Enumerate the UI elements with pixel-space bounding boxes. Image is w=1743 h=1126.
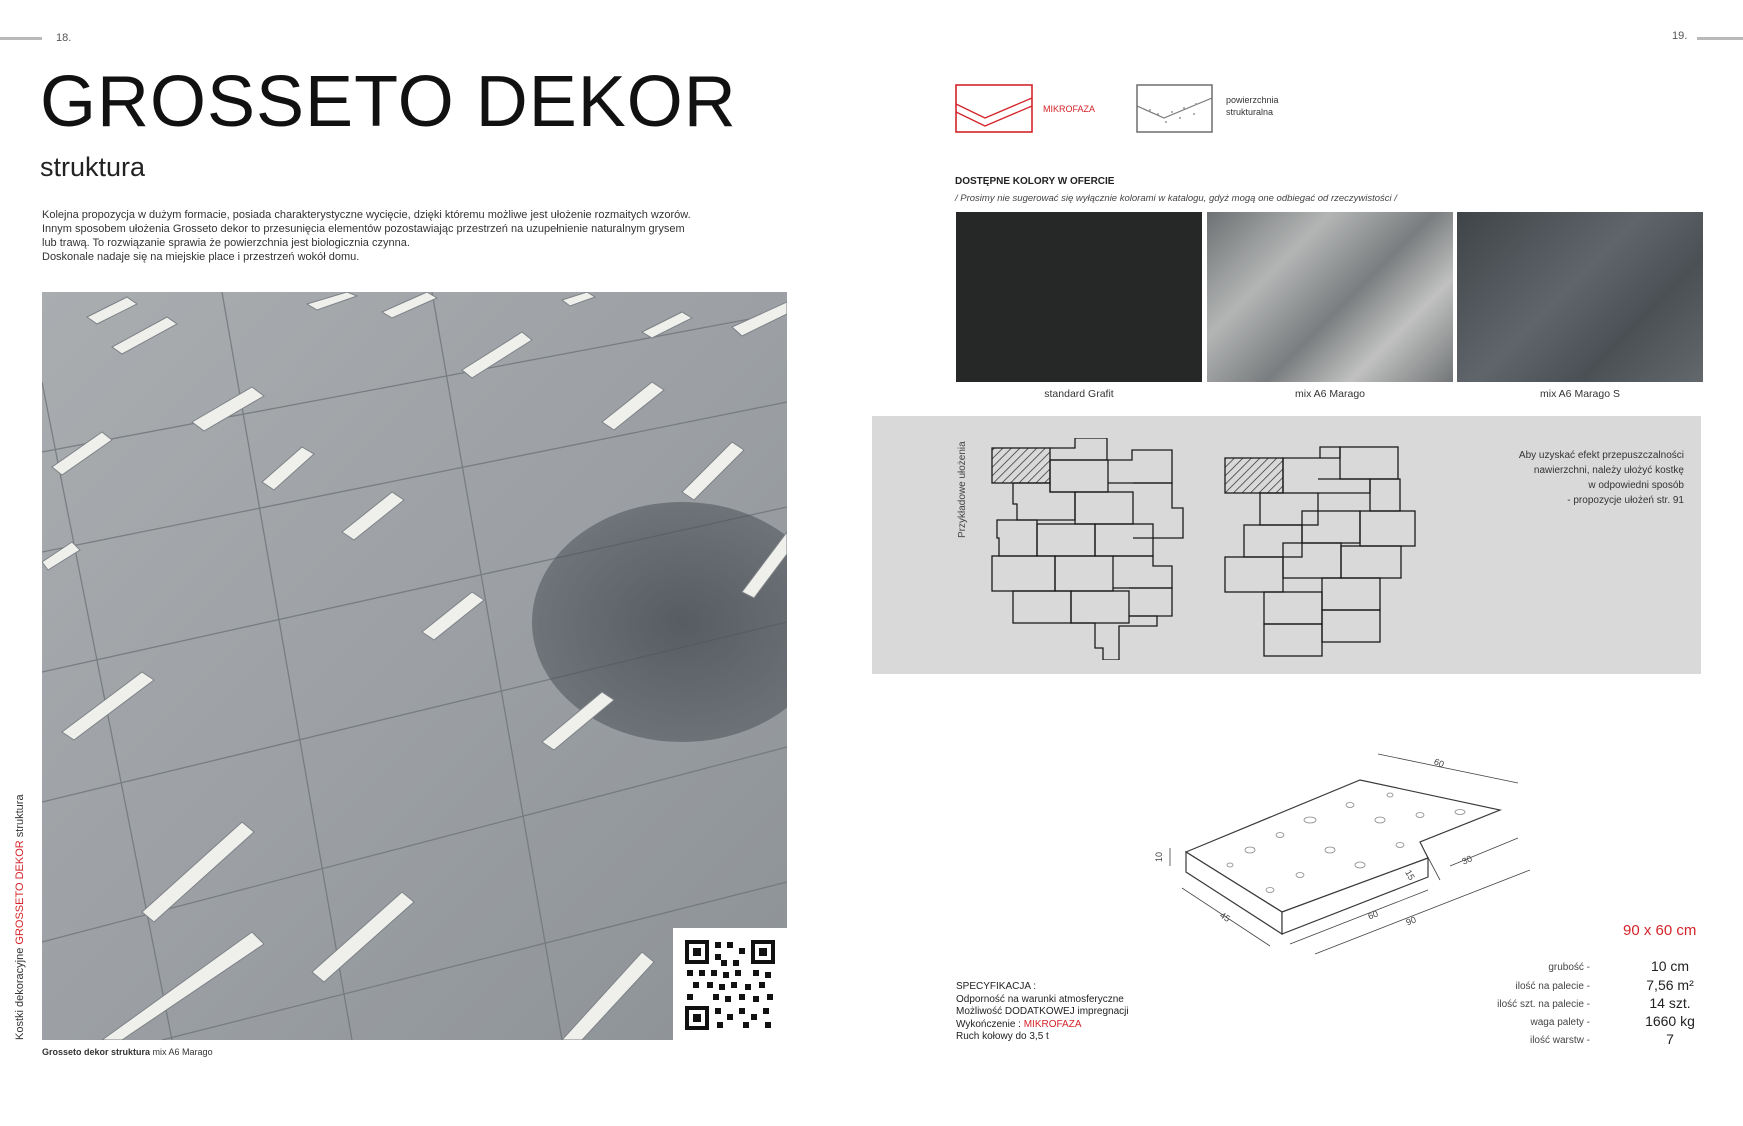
layout-examples-panel: [872, 416, 1701, 674]
param-row: [1460, 1013, 1720, 1031]
color-swatch-grafit[interactable]: [956, 212, 1202, 382]
structural-surface-label-line: strukturalna: [1226, 107, 1274, 117]
page-number-right: 19.: [1672, 30, 1688, 42]
intro-line: Kolejna propozycja w dużym formacie, posiada charakterystyczne wycięcie, dzięki któremu możliwe jest ułożenie rozmaitych wzorów.: [42, 209, 691, 221]
dimension-60-top: 60: [1432, 756, 1446, 770]
dimension-90: 90: [1404, 914, 1418, 928]
side-label-category: Kostki dekoracyjne: [14, 947, 26, 1040]
colors-heading: DOSTĘPNE KOLORY W OFERCIE: [955, 176, 1115, 187]
swatch-label: mix A6 Marago: [1294, 388, 1366, 400]
page-marker-right: [1697, 37, 1743, 40]
photo-caption: [42, 1047, 213, 1057]
structural-surface-label: [1226, 94, 1279, 118]
mikrofaza-label: MIKROFAZA: [1043, 104, 1096, 114]
structural-surface-icon: [1136, 84, 1214, 134]
colors-note: / Prosimy nie sugerować się wyłącznie kolorami w katalogu, gdyż mogą one odbiegać od rzeczywistości /: [955, 193, 1397, 204]
layout-note-line: nawierzchni, należy ułożyć kostkę: [1533, 465, 1684, 476]
spec-line: Odporność na warunki atmosferyczne: [956, 993, 1124, 1005]
spec-line: [956, 1019, 1129, 1032]
mikrofaza-icon: [955, 84, 1035, 134]
swatch-label: standard Grafit: [1044, 388, 1114, 400]
color-swatch-marago[interactable]: [1207, 212, 1453, 382]
swatch-label: mix A6 Marago S: [1540, 388, 1620, 400]
qr-code[interactable]: [673, 928, 788, 1040]
intro-text: [42, 208, 782, 264]
structural-surface-label-line: powierzchnia: [1226, 95, 1279, 105]
dimension-30: 30: [1460, 853, 1474, 867]
side-category-label: [14, 794, 26, 1040]
spec-title: SPECYFIKACJA :: [956, 981, 1037, 992]
dimension-10: 10: [1154, 851, 1165, 863]
param-row: [1460, 1031, 1720, 1049]
param-value: 14 szt.: [1649, 995, 1691, 1011]
layout-pattern-2: [1220, 438, 1420, 660]
spec-finish-value: MIKROFAZA: [1023, 1018, 1082, 1030]
layout-note: [1448, 448, 1684, 508]
page-subtitle: struktura: [40, 152, 146, 182]
param-label: waga palety -: [1530, 1017, 1590, 1028]
param-label: ilość na palecie -: [1515, 981, 1590, 992]
page-title: GROSSETO DEKOR: [40, 62, 737, 142]
product-size: 90 x 60 cm: [1623, 922, 1697, 939]
qr-code-icon: [673, 928, 788, 1040]
dimension-45: 45: [1218, 910, 1232, 924]
spec-finish-label: Wykończenie :: [956, 1018, 1021, 1030]
caption-color: mix A6 Marago: [152, 1047, 213, 1057]
param-row: [1460, 977, 1720, 995]
specification-block: [956, 981, 1129, 1044]
spec-line: Możliwość DODATKOWEJ impregnacji: [956, 1006, 1129, 1017]
intro-line: Doskonale nadaje się na miejskie place i przestrzeń wokół domu.: [42, 251, 360, 263]
color-swatch-marago-s[interactable]: [1457, 212, 1703, 382]
side-label-variant: struktura: [14, 794, 26, 838]
param-value: 10 cm: [1650, 958, 1690, 974]
param-row: [1460, 995, 1720, 1013]
intro-line: Innym sposobem ułożenia Grosseto dekor to przesunięcia elementów pozostawiając przestrzeń na uzupełnienie naturalnym grysem: [42, 223, 685, 235]
paver-dimension-drawing: [1150, 740, 1530, 960]
layout-note-line: Aby uzyskać efekt przepuszczalności: [1518, 450, 1684, 461]
param-value: 7,56 m²: [1646, 977, 1694, 993]
param-value: 7: [1666, 1031, 1674, 1047]
page-marker-left: [0, 37, 42, 40]
param-row: [1460, 958, 1720, 976]
intro-line: lub trawą. To rozwiązanie sprawia że powierzchnia jest biologicznia czynna.: [42, 237, 410, 249]
spec-line: Ruch kołowy do 3,5 t: [956, 1031, 1049, 1042]
layout-pattern-1: [987, 438, 1187, 660]
dimension-60-bottom: 60: [1366, 908, 1380, 922]
param-label: ilość szt. na palecie -: [1497, 999, 1590, 1010]
dimension-15: 15: [1403, 868, 1417, 882]
page-number-left: 18.: [56, 32, 72, 44]
layout-vertical-label: Przykładowe ułożenia: [957, 441, 968, 538]
layout-note-line: - propozycje ułożeń str. 91: [1567, 495, 1684, 506]
caption-product: Grosseto dekor struktura: [42, 1047, 151, 1057]
param-label: ilość warstw -: [1529, 1035, 1590, 1046]
layout-note-line: w odpowiedni sposób: [1588, 480, 1684, 491]
param-value: 1660 kg: [1645, 1013, 1695, 1029]
side-label-product: GROSSETO DEKOR: [14, 840, 26, 945]
param-label: grubość -: [1548, 962, 1590, 973]
